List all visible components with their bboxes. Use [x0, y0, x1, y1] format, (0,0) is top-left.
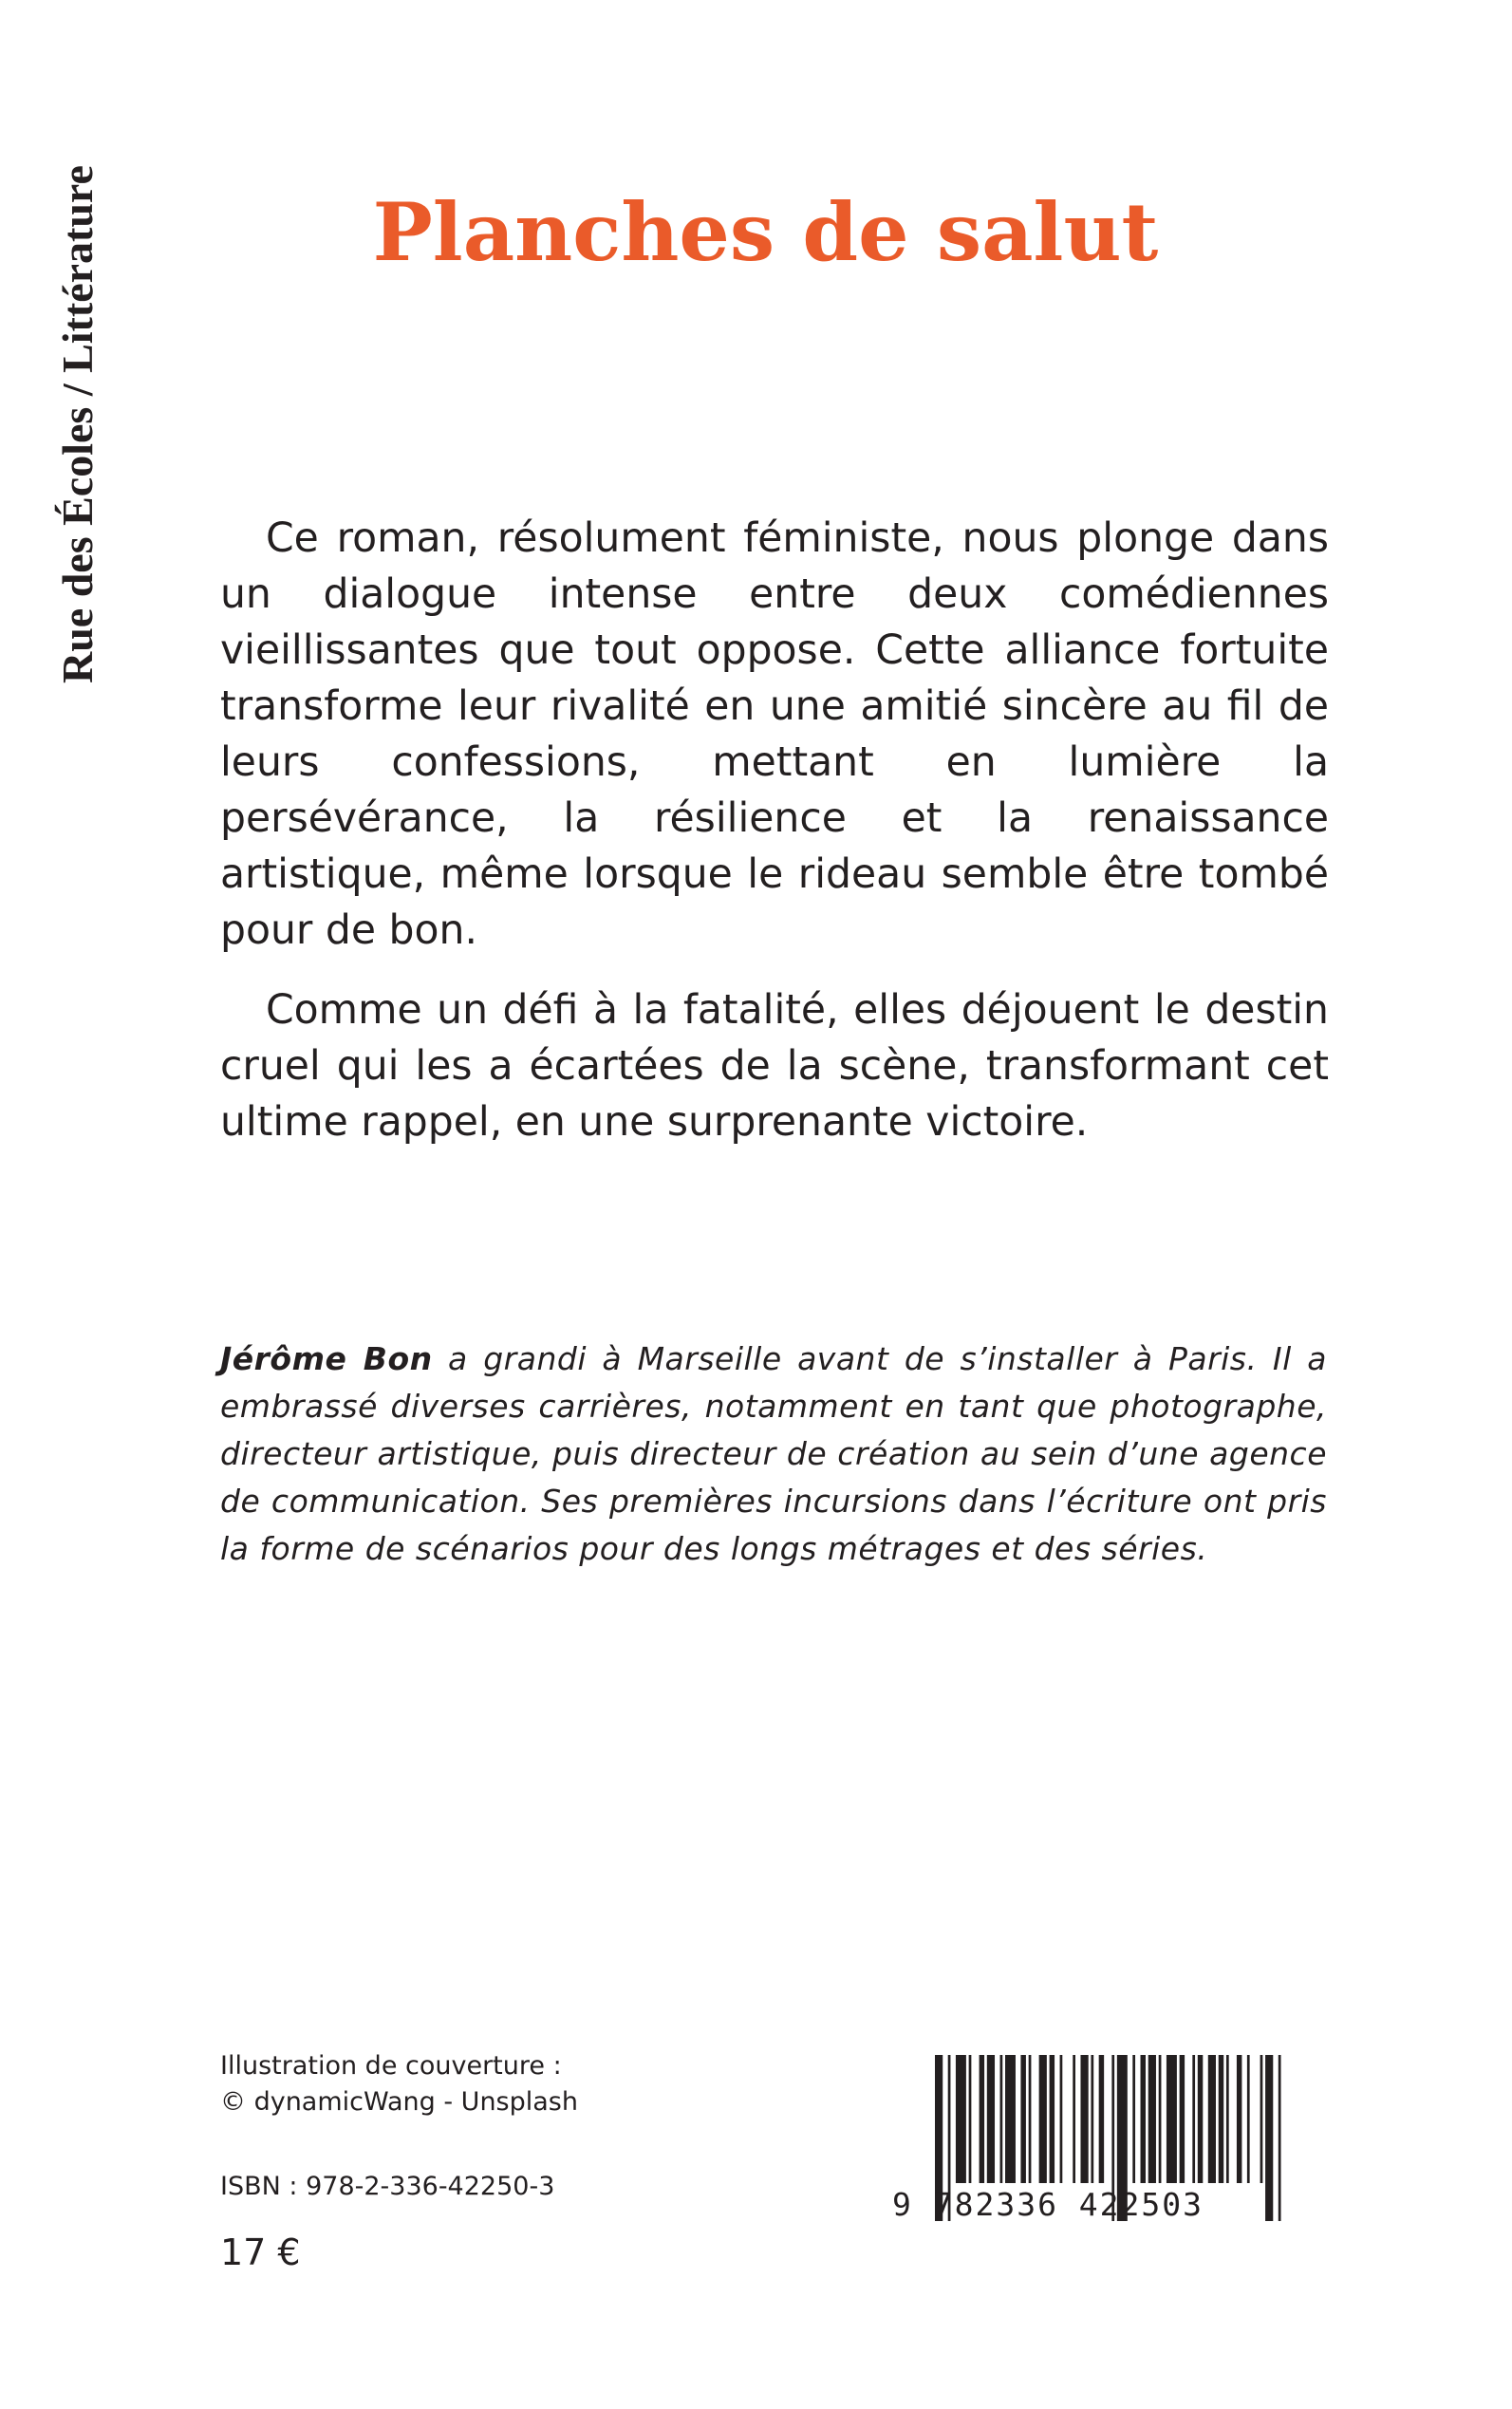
isbn: ISBN : 978-2-336-42250-3 [220, 2172, 555, 2201]
author-name: Jérôme Bon [220, 1340, 433, 1377]
barcode-bar [1247, 2055, 1250, 2183]
barcode-bar [987, 2055, 995, 2183]
barcode-bar [1080, 2055, 1088, 2183]
barcode-bar [1148, 2055, 1156, 2183]
barcode-digits: 9 782336 422503 [892, 2186, 1204, 2223]
barcode-bar [1237, 2055, 1241, 2183]
barcode-bar [1132, 2055, 1135, 2183]
barcode-bar [1260, 2055, 1263, 2183]
blurb-paragraph: Comme un défi à la fatalité, elles déjouent le destin cruel qui les a écartées de la scène, transformant cet ultime rappel, en une surprenante victoire. [220, 987, 1329, 1146]
barcode-bar [1099, 2055, 1104, 2183]
blurb-paragraph: Ce roman, résolument féministe, nous plonge dans un dialogue intense entre deux comédiennes vieillissantes que tout oppose. Cette alliance fortuite transforme leur rivalité en une amitié sincère au fil de leurs confessions, mettant en lumière la persévérance, la résilience et la renaissance artistique, même lorsque le rideau semble être tombé pour de bon. [220, 515, 1329, 954]
barcode-bar [1073, 2055, 1075, 2183]
barcode-bar [1167, 2055, 1177, 2183]
barcode-bar [1091, 2055, 1093, 2183]
book-blurb [220, 511, 1329, 1150]
barcode-bar [1141, 2055, 1146, 2183]
barcode-bar [1198, 2055, 1203, 2183]
barcode-bar [1180, 2055, 1185, 2183]
barcode-bar [1005, 2055, 1016, 2183]
barcode-bar [1219, 2055, 1223, 2183]
barcode-bar [1060, 2055, 1063, 2183]
barcode-bar [969, 2055, 972, 2183]
spine-series-label: Rue des Écoles / Littérature [53, 165, 102, 683]
barcode-bar [1020, 2055, 1025, 2183]
cover-credits [220, 2048, 578, 2120]
barcode-bar [1039, 2055, 1047, 2183]
barcode-bar [1029, 2055, 1032, 2183]
barcode-bar [1050, 2055, 1055, 2183]
credits-label: Illustration de couverture : [220, 2051, 562, 2081]
barcode-bar [980, 2055, 984, 2183]
barcode-bar [1226, 2055, 1229, 2183]
barcode-bar [1159, 2055, 1162, 2183]
price: 17 € [220, 2232, 301, 2273]
author-bio-text: a grandi à Marseille avant de s’installer à Paris. Il a embrassé diverses carrières, notamment en tant que photographe, directeur artistique, puis directeur de création au sein d’une agence de communication. Ses premières incursions dans l’écriture ont pris la forme de scénarios pour des longs métrages et des séries. [220, 1340, 1327, 1567]
book-title: Planches de salut [372, 185, 1159, 279]
author-bio [220, 1335, 1327, 1573]
barcode-bar [1208, 2055, 1216, 2183]
credits-source: © dynamicWang - Unsplash [220, 2087, 578, 2117]
barcode-bar [956, 2055, 966, 2183]
barcode-bar [1192, 2055, 1195, 2183]
barcode-bar [1000, 2055, 1003, 2183]
